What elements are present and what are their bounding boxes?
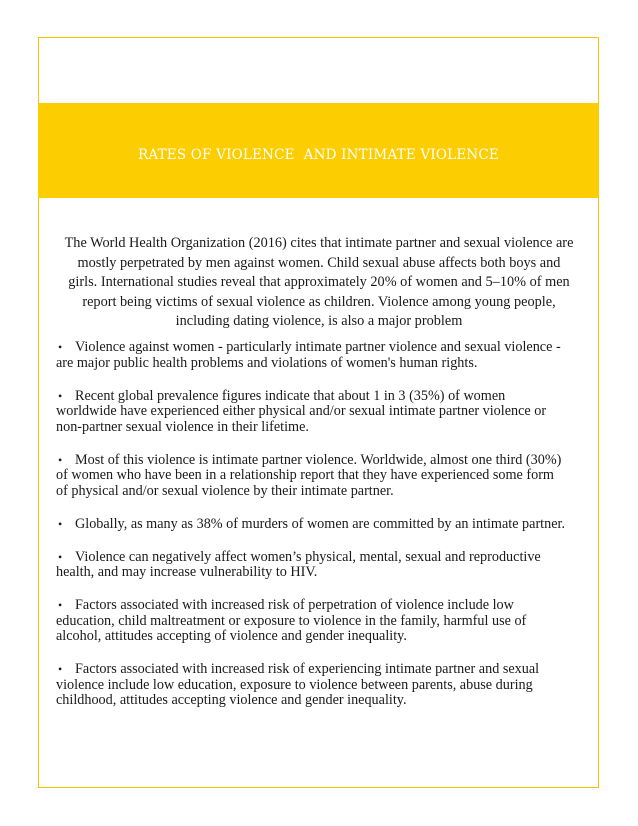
bullet-icon: • (58, 388, 63, 403)
intro-line: mostly perpetrated by men against women. Child sexual abuse affects both boys and (77, 254, 561, 271)
bullet-line: of women who have been in a relationship report that they have experienced some form (56, 467, 554, 483)
title-banner (38, 103, 599, 198)
bullet-line (56, 598, 596, 614)
bullet-item (56, 662, 596, 709)
bullet-text: Factors associated with increased risk of perpetration of violence include low (75, 597, 514, 613)
intro-line: The World Health Organization (2016) cites that intimate partner and sexual violence are (64, 235, 574, 251)
bullet-text: Violence against women - particularly intimate partner violence and sexual violence - (75, 339, 561, 355)
bullet-line: alcohol, attitudes accepting of violence and gender inequality. (56, 628, 407, 644)
bullet-text: Most of this violence is intimate partner violence. Worldwide, almost one third (30%) (75, 451, 562, 468)
bullet-line (56, 550, 596, 566)
intro-line: including dating violence, is also a major problem (175, 313, 463, 329)
bullet-line (56, 517, 596, 533)
bullet-line: are major public health problems and violations of women's human rights. (56, 354, 478, 371)
bullet-item (56, 389, 596, 436)
bullet-icon: • (58, 516, 63, 531)
intro-line: girls. International studies reveal that approximately 20% of women and 5–10% of men (68, 274, 570, 290)
bullet-line (56, 340, 596, 356)
bullet-icon: • (58, 549, 63, 564)
bullet-list (56, 340, 596, 726)
bullet-line: of physical and/or sexual violence by their intimate partner. (56, 482, 394, 499)
bullet-item (56, 517, 596, 533)
bullet-icon: • (58, 340, 63, 354)
bullet-line (56, 453, 596, 469)
bullet-icon: • (58, 452, 63, 467)
bullet-line (56, 389, 596, 405)
bullet-item (56, 453, 596, 500)
bullet-line (56, 662, 596, 678)
page-title: RATES OF VIOLENCE AND INTIMATE VIOLENCE (138, 146, 499, 163)
bullet-line: worldwide have experienced either physical and/or sexual intimate partner violence or (56, 403, 547, 419)
bullet-line: childhood, attitudes accepting violence and gender inequality. (56, 692, 407, 708)
bullet-line: health, and may increase vulnerability to HIV. (56, 564, 318, 580)
bullet-item (56, 340, 596, 371)
bullet-text: Globally, as many as 38% of murders of women are committed by an intimate partner. (75, 515, 565, 532)
bullet-line: non-partner sexual violence in their lifetime. (56, 418, 309, 435)
bullet-text: Violence can negatively affect women’s physical, mental, sexual and reproductive (75, 548, 541, 565)
bullet-item (56, 598, 596, 645)
bullet-text: Recent global prevalence figures indicate that about 1 in 3 (35%) of women (75, 387, 506, 404)
bullet-line: violence include low education, exposure to violence between parents, abuse during (56, 676, 533, 693)
bullet-item (56, 550, 596, 581)
bullet-icon: • (58, 662, 63, 676)
intro-paragraph (58, 234, 580, 332)
bullet-line: education, child maltreatment or exposure to violence in the family, harmful use of (56, 612, 527, 629)
intro-line: report being victims of sexual violence as children. Violence among young people, (82, 293, 556, 310)
bullet-icon: • (58, 598, 63, 612)
bullet-text: Factors associated with increased risk of experiencing intimate partner and sexual (75, 661, 540, 677)
